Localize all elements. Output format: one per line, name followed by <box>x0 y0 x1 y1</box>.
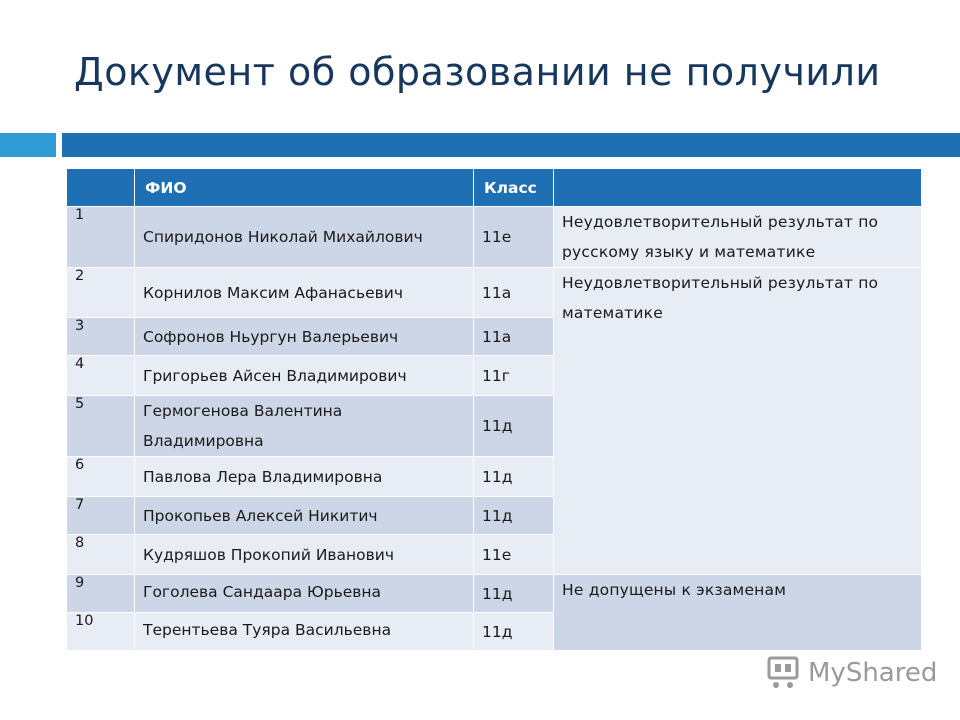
row-class: 11д <box>474 457 554 497</box>
row-class: 11е <box>474 535 554 575</box>
row-class: 11д <box>474 613 554 651</box>
row-class: 11а <box>474 268 554 318</box>
table-row <box>67 575 922 613</box>
accent-bar-left <box>0 133 56 157</box>
page-title: Документ об образовании не получили <box>74 50 881 94</box>
row-class: 11а <box>474 318 554 356</box>
row-number: 7 <box>67 497 135 535</box>
table-header-row <box>67 169 922 207</box>
row-number: 5 <box>67 396 135 457</box>
row-number: 8 <box>67 535 135 575</box>
header-number <box>67 169 135 207</box>
watermark <box>766 656 937 690</box>
row-number: 4 <box>67 356 135 396</box>
row-class: 11д <box>474 497 554 535</box>
table-row <box>67 268 922 318</box>
row-fio: Гоголева Сандаара Юрьевна <box>135 575 474 613</box>
accent-bar-right <box>62 133 960 157</box>
row-fio: Кудряшов Прокопий Иванович <box>135 535 474 575</box>
row-class: 11д <box>474 396 554 457</box>
watermark-text: MyShared <box>808 658 938 688</box>
result-cell: Неудовлетворительный результат по математике <box>554 268 922 575</box>
students-table <box>66 168 922 651</box>
row-fio: Спиридонов Николай Михайлович <box>135 207 474 268</box>
result-cell: Неудовлетворительный результат по русскому языку и математике <box>554 207 922 268</box>
row-fio: Корнилов Максим Афанасьевич <box>135 268 474 318</box>
result-cell: Не допущены к экзаменам <box>554 575 922 651</box>
row-number: 10 <box>67 613 135 651</box>
header-class: Класс <box>474 169 554 207</box>
header-fio: ФИО <box>135 169 474 207</box>
row-number: 2 <box>67 268 135 318</box>
shopping-cart-icon <box>766 656 802 690</box>
row-number: 9 <box>67 575 135 613</box>
row-fio: Софронов Ньургун Валерьевич <box>135 318 474 356</box>
row-class: 11д <box>474 575 554 613</box>
row-fio: Гермогенова Валентина Владимировна <box>135 396 474 457</box>
row-class: 11е <box>474 207 554 268</box>
row-fio: Григорьев Айсен Владимирович <box>135 356 474 396</box>
row-fio: Терентьева Туяра Васильевна <box>135 613 474 651</box>
table-row <box>67 207 922 268</box>
row-class: 11г <box>474 356 554 396</box>
row-number: 6 <box>67 457 135 497</box>
row-fio: Павлова Лера Владимировна <box>135 457 474 497</box>
row-number: 1 <box>67 207 135 268</box>
row-number: 3 <box>67 318 135 356</box>
row-fio: Прокопьев Алексей Никитич <box>135 497 474 535</box>
header-result <box>554 169 922 207</box>
